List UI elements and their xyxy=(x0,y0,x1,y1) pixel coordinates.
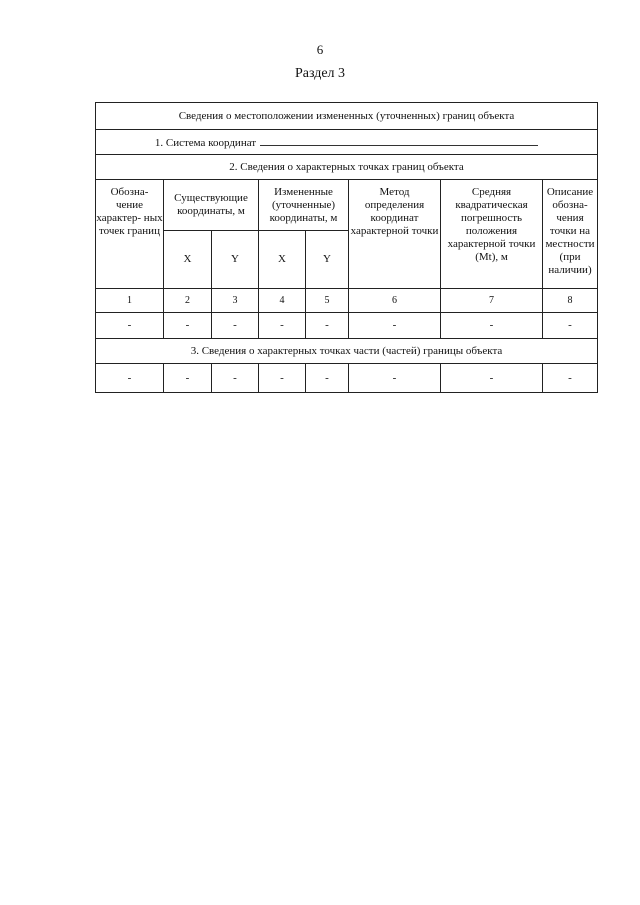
table-row xyxy=(96,364,598,393)
table-cell: - xyxy=(441,364,543,393)
column-number: 1 xyxy=(96,289,164,313)
table-cell: - xyxy=(96,313,164,339)
column-number: 4 xyxy=(259,289,306,313)
table-cell: - xyxy=(212,313,259,339)
header-x-changed: X xyxy=(259,231,306,289)
column-number: 6 xyxy=(349,289,441,313)
table-cell: - xyxy=(349,364,441,393)
column-number: 2 xyxy=(164,289,212,313)
column-number: 3 xyxy=(212,289,259,313)
table-cell: - xyxy=(96,364,164,393)
header-method: Метод определения координат характерной точки xyxy=(349,180,441,289)
header-description: Описание обозна- чения точки на местности (при наличии) xyxy=(543,180,598,289)
table-cell: - xyxy=(349,313,441,339)
column-number: 5 xyxy=(306,289,349,313)
header-existing-coords: Существующие координаты, м xyxy=(164,180,259,231)
table-cell: - xyxy=(306,364,349,393)
coordinate-system-label: 1. Система координат xyxy=(154,136,257,149)
section-title: Раздел 3 xyxy=(294,66,346,81)
table-cell: - xyxy=(543,313,598,339)
table-cell: - xyxy=(164,313,212,339)
column-numbers-row xyxy=(96,289,598,313)
table-cell: - xyxy=(441,313,543,339)
header-changed-coords: Измененные (уточненные) координаты, м xyxy=(259,180,349,231)
section3-label: 3. Сведения о характерных точках части (частей) границы объекта xyxy=(96,339,598,364)
coordinate-system-row xyxy=(96,130,598,155)
table-cell: - xyxy=(164,364,212,393)
column-number: 8 xyxy=(543,289,598,313)
header-y-existing: Y xyxy=(212,231,259,289)
section2-label: 2. Сведения о характерных точках границ объекта xyxy=(96,155,598,180)
table-cell: - xyxy=(259,364,306,393)
header-mean-error: Средняя квадратическая погрешность положения характерной точки (Mt), м xyxy=(441,180,543,289)
coordinate-system-blank xyxy=(260,135,538,146)
table-title: Сведения о местоположении измененных (уточненных) границ объекта xyxy=(96,103,598,130)
header-x-existing: X xyxy=(164,231,212,289)
table-row xyxy=(96,313,598,339)
table-cell: - xyxy=(306,313,349,339)
table-cell: - xyxy=(259,313,306,339)
table-cell: - xyxy=(212,364,259,393)
boundary-info-table xyxy=(95,102,598,393)
page-number: 6 xyxy=(316,42,324,57)
header-y-changed: Y xyxy=(306,231,349,289)
table-cell: - xyxy=(543,364,598,393)
header-designation: Обозна- чение характер- ных точек границ xyxy=(96,180,164,289)
column-number: 7 xyxy=(441,289,543,313)
